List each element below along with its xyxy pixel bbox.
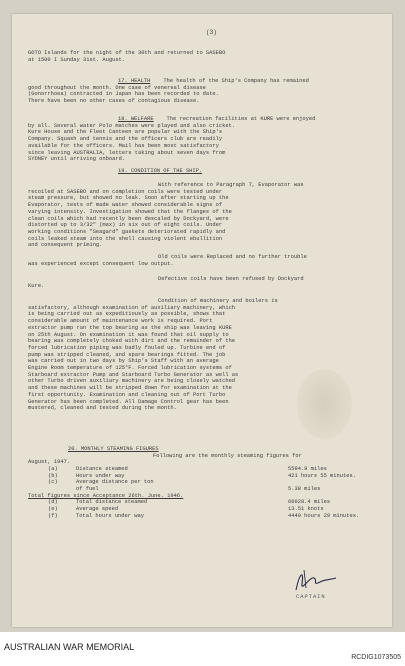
text-line: clean coils which had recently been descaled by Dockyard, were <box>28 215 229 222</box>
row-label: (f) <box>48 512 58 519</box>
handwritten-signature <box>290 566 340 596</box>
text-fragment: The recreation facilities at KURE were enjoyed <box>166 116 316 122</box>
text-line: August, 1947. <box>28 459 71 466</box>
text-line: varying intensity. Investigation showed that the flanges of the <box>28 208 232 215</box>
text-line: extractor pump ran the top bearing as the ship was leaving KURE <box>28 324 232 331</box>
text-line: There have been no other cases of contagious disease. <box>28 98 200 105</box>
archive-name: AUSTRALIAN WAR MEMORIAL <box>4 642 135 652</box>
monthly-steaming-figures <box>28 466 382 520</box>
text-line: coils leaked steam into the shell causing violent ebullition <box>28 235 223 242</box>
text-line: on 25th August. On examination it was found that oil supply to <box>28 331 229 338</box>
text-line: first opportunity. Examination and cleaning out of Port Turbo <box>28 391 226 398</box>
text-line: recoiled at SASEBO and on completion coils were tested under <box>28 188 223 195</box>
row-text: Hours under way <box>76 472 125 479</box>
steaming-heading-block <box>28 446 382 466</box>
text-line: and these machines will be stripped down for examination at the <box>28 385 232 392</box>
text-line: Kure House and the Fleet Canteen are popular with the Ship's <box>28 129 223 136</box>
row-text: Total hours under way <box>76 512 144 519</box>
text-line: available for the officers. Mail has been most satisfactory <box>28 142 219 149</box>
document-id: RCDIG1073505 <box>351 654 401 661</box>
old-coils-paragraph <box>28 254 382 267</box>
text-line: other Turbo driven auxiliary machinery are being closely watched <box>28 378 236 385</box>
text-line: is being carried out as expeditiously as possible, shows that <box>28 311 226 318</box>
welfare-section <box>28 116 382 163</box>
row-value: 5.38 miles <box>288 486 321 493</box>
section-heading: 20. MONTHLY STEAMING FIGURES <box>68 446 159 452</box>
text-line: satisfactory, although examination of auxiliary machinery, which <box>28 304 236 311</box>
signature-title: CAPTAIN <box>296 594 326 600</box>
text-line: was experienced except consequent low output. <box>28 260 174 267</box>
section-heading: 19. CONDITION OF THE SHIP. <box>118 168 203 174</box>
row-value: 60028.4 miles <box>288 499 331 506</box>
steaming-row <box>28 513 382 520</box>
steaming-row <box>28 479 382 486</box>
text-line: Evaporator, tests of made water showed considerable signs of <box>28 202 223 209</box>
row-value: 5594.9 miles <box>288 466 327 472</box>
text-line <box>28 116 382 123</box>
row-value: 13.51 knots <box>288 506 324 513</box>
text-line: since leaving AUSTRALIA, letters taking about seven days from <box>28 149 226 156</box>
total-heading-row <box>28 493 382 500</box>
health-section <box>28 78 382 105</box>
text-line: SYDNEY until arriving onboard. <box>28 156 126 163</box>
text-line: steam pressure, but showed no leak. Soon after starting up the <box>28 195 229 202</box>
text-line: considerable amount of maintenance work is required. Port <box>28 318 213 325</box>
row-text: of fuel <box>76 486 99 493</box>
text-line: GOTO Islands for the night of the 30th and returned to SASEBO <box>28 50 226 56</box>
text-line: pump was stripped cleaned, and spare bearings fitted. The job <box>28 351 226 358</box>
text-line: mustered, cleaned and tested during the month. <box>28 405 177 412</box>
condition-heading <box>28 168 382 175</box>
row-value: 4449 hours 29 minutes. <box>288 512 360 519</box>
text-line: bearing was completely choked with dirt and the remainder of the <box>28 338 236 345</box>
row-label: (b) <box>48 472 58 479</box>
text-line: Generator has been completed. All Damage Control gear has been <box>28 398 229 405</box>
section-heading: 17. HEALTH <box>118 78 151 84</box>
row-text: Average distance per ton <box>76 479 154 486</box>
row-label: (c) <box>48 479 58 486</box>
text-line: Following are the monthly steaming figures for <box>153 452 302 459</box>
text-line: Condition of machinery and boilers is <box>158 298 278 304</box>
text-line: at 1500 I Sunday 31st. August. <box>28 56 126 63</box>
machinery-paragraph <box>28 298 382 412</box>
row-label: (d) <box>48 499 58 506</box>
document-page <box>12 14 392 627</box>
text-line: With reference to Paragraph 7, Evaporator was <box>158 182 304 188</box>
row-label: (a) <box>48 466 58 472</box>
defective-coils-paragraph <box>28 276 382 289</box>
row-label: (e) <box>48 506 58 513</box>
text-line: distorted up to 3/32" (max) in six out of eight coils. Under <box>28 222 223 229</box>
row-value: 421 hours 55 minutes. <box>288 472 356 479</box>
text-line: Company. Squash and tennis and the officers club are readily <box>28 136 223 143</box>
row-text: Distance steamed <box>76 466 128 472</box>
text-line: working conditions "Seagard" gaskets deteriorated rapidly and <box>28 228 226 235</box>
intro-paragraph <box>28 50 382 63</box>
text-line: (Gonorrhoea) contracted in Japan has been recorded to date. <box>28 91 219 98</box>
text-line: Defective coils have been refused by Dockyard <box>158 276 304 282</box>
text-line: was carried out in two days by Ship's Staff with an average <box>28 358 219 365</box>
steaming-row <box>28 499 382 506</box>
text-line: by all. Several water Polo matches were played and also cricket. <box>28 122 236 129</box>
text-line: Engine Room temperature of 125°F. Forced lubrication systems of <box>28 365 232 372</box>
row-text: Average speed <box>76 506 119 513</box>
text-line: Old coils were Replaced and no further trouble <box>158 254 307 260</box>
row-text: Total distance steamed <box>76 499 148 506</box>
text-line: and consequent priming. <box>28 242 103 249</box>
steaming-row <box>28 473 382 480</box>
archive-footer <box>0 632 405 666</box>
total-heading: Total figures since Acceptance 26th. June. 1946. <box>28 492 184 499</box>
page-number: (3) <box>206 29 217 36</box>
text-fragment: The health of the Ship's Company has remained <box>163 78 309 84</box>
steaming-row <box>28 506 382 513</box>
steaming-row <box>28 466 382 473</box>
text-line: good throughout the month. One case of venereal disease <box>28 84 206 91</box>
steaming-row <box>28 486 382 493</box>
text-line: forced lubrication piping was badly fouled up. Turbine end of <box>28 344 226 351</box>
section-heading: 18. WELFARE <box>118 116 154 122</box>
text-line: Starboard extractor Pump and Starboard Turbo Generator as well as <box>28 371 239 378</box>
condition-section <box>28 182 382 249</box>
text-line <box>28 78 382 85</box>
text-line: Kure. <box>28 282 45 289</box>
